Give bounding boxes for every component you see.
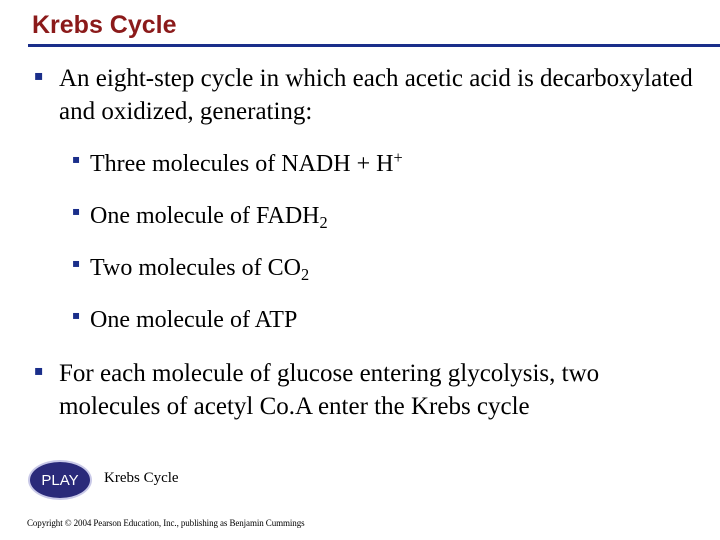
animation-title: Krebs Cycle	[104, 470, 179, 486]
title-underline	[28, 44, 720, 47]
play-button[interactable]	[28, 460, 92, 500]
sub-bullet-3-text: Two molecules of CO	[90, 255, 301, 281]
sub-bullet-1-superscript: +	[393, 148, 403, 167]
square-bullet-icon: ▪	[72, 152, 81, 166]
square-bullet-icon: ▪	[72, 204, 81, 218]
copyright-notice: Copyright © 2004 Pearson Education, Inc., publishing as Benjamin Cummings	[27, 518, 305, 528]
sub-bullet-3-subscript: 2	[300, 265, 310, 284]
square-bullet-icon: ▪	[72, 256, 81, 270]
sub-bullet-2-text: One molecule of FADH	[90, 203, 320, 229]
play-label: PLAY	[41, 471, 79, 489]
bullet-2-text: For each molecule of glucose entering glycolysis, two molecules of acetyl Co.A enter the Krebs cycle	[59, 360, 600, 420]
sub-bullet-2-subscript: 2	[319, 213, 328, 232]
slide-title: Krebs Cycle	[32, 11, 177, 39]
bullet-1-text: An eight-step cycle in which each acetic acid is decarboxylated and oxidized, generating:	[59, 65, 693, 125]
sub-bullet-1-text: Three molecules of NADH + H	[90, 151, 394, 177]
square-bullet-icon: ▪	[72, 308, 81, 322]
square-bullet-icon: ▪	[34, 363, 44, 379]
square-bullet-icon: ▪	[34, 68, 44, 84]
sub-bullet-4-text: One molecule of ATP	[90, 307, 298, 333]
